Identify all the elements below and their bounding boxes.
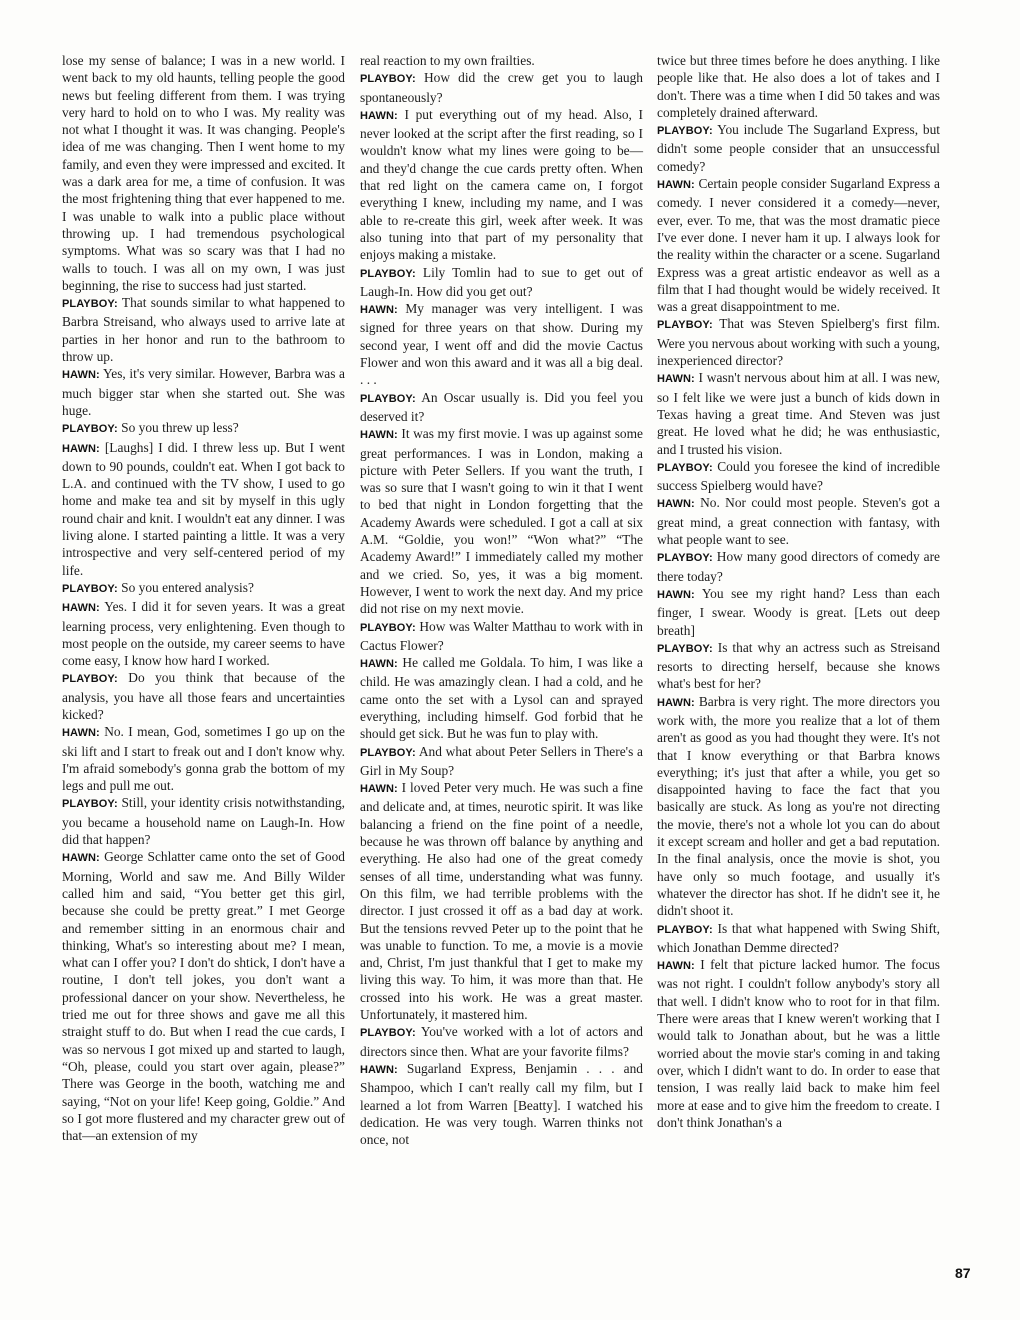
paragraph-text: He called me Goldala. To him, I was like a child. He was amazingly clean. I had a cold, and he came onto the set with a Lysol can and sprayed everything, including himself. God forbid that he should get sick. But he was fun to play with. <box>360 655 643 742</box>
interview-paragraph <box>657 369 940 457</box>
paragraph-text: That sounds similar to what happened to Barbra Streisand, who always used to arrive late at parties in her honor and run to the bathroom to throw up. <box>62 295 345 365</box>
speaker-label: PLAYBOY: <box>62 298 118 311</box>
interview-paragraph <box>657 920 940 957</box>
interview-paragraph <box>62 294 345 365</box>
paragraph-text: And what about Peter Sellers in There's a Girl in My Soup? <box>360 743 643 778</box>
paragraph-text: You've worked with a lot of actors and directors since then. What are your favorite films? <box>360 1024 643 1059</box>
speaker-label: PLAYBOY: <box>657 552 713 565</box>
interview-paragraph <box>360 779 643 1023</box>
paragraph-text: No. Nor could most people. Steven's got a great mind, a great connection with fantasy, with what people want to see. <box>657 495 940 548</box>
interview-paragraph <box>360 106 643 264</box>
paragraph-text: That was Steven Spielberg's first film. Were you nervous about working with such a young, inexperienced director? <box>657 316 940 369</box>
speaker-label: PLAYBOY: <box>360 746 416 759</box>
speaker-label: PLAYBOY: <box>62 798 118 811</box>
speaker-label: HAWN: <box>657 960 695 973</box>
speaker-label: PLAYBOY: <box>62 423 118 436</box>
paragraph-text: real reaction to my own frailties. <box>360 53 535 68</box>
speaker-label: HAWN: <box>360 109 398 122</box>
interview-paragraph <box>62 598 345 669</box>
interview-paragraph <box>360 618 643 655</box>
paragraph-text: I put everything out of my head. Also, I never looked at the script after the first reading, so I wouldn't know what my lines were going to be—and they'd change the cue cards pretty often. When that red light on the camera came on, I forgot everything I knew, including my name, and I was able to re-create this girl, week after week. It was also tuning into that part of my personality that enjoys making a mistake. <box>360 106 643 263</box>
interview-paragraph <box>657 458 940 495</box>
interview-paragraph <box>62 419 345 438</box>
interview-paragraph <box>657 956 940 1131</box>
paragraph-text: Certain people consider Sugarland Express a comedy. I never considered it a comedy—never, ever, ever. To me, that was the most dramatic piece I've ever done. I never ham it up. I always look for the reality within the character or a scene. Sugarland Express was a great artistic endeavor as well as a film that I had thought would be widely received. It was a great disappointment to me. <box>657 176 940 315</box>
paragraph-text: An Oscar usually is. Did you feel you deserved it? <box>360 389 644 424</box>
interview-paragraph <box>360 654 643 742</box>
text-column-2 <box>360 52 643 1148</box>
interview-paragraph <box>360 1023 643 1060</box>
interview-paragraph <box>62 848 345 1144</box>
speaker-label: PLAYBOY: <box>360 392 416 405</box>
interview-paragraph <box>657 315 940 369</box>
paragraph-text: No. I mean, God, sometimes I go up on the ski lift and I start to freak out and I don't know why. I'm afraid somebody's gonna grab the bottom of my legs and pull me out. <box>62 724 345 794</box>
speaker-label: PLAYBOY: <box>360 1027 416 1040</box>
paragraph-text: Sugarland Express, Benjamin . . . and Shampoo, which I can't really call my film, but I learned a lot from Warren [Beatty]. I watched his dedication. He was very tough. Warren thinks not once, not <box>360 1060 643 1148</box>
speaker-label: HAWN: <box>657 588 695 601</box>
paragraph-text: How was Walter Matthau to work with in Cactus Flower? <box>360 618 643 653</box>
speaker-label: PLAYBOY: <box>657 461 713 474</box>
interview-paragraph <box>360 264 643 301</box>
paragraph-text: twice but three times before he does anything. I like people like that. He also does a lot of takes and I don't. There was a time when I did 50 takes and was completely drained afterward. <box>657 53 940 120</box>
speaker-label: HAWN: <box>360 304 398 317</box>
interview-paragraph <box>360 389 643 426</box>
interview-paragraph <box>62 723 345 794</box>
speaker-label: HAWN: <box>657 373 695 386</box>
interview-paragraph <box>62 794 345 848</box>
interview-paragraph <box>62 669 345 723</box>
paragraph-text: Barbra is very right. The more directors you work with, the more you realize that a lot of them aren't as good as you had thought they were. It's not that I know everything or that Barbra knows everything; it's just that after a while, you get so disappointed having to face the fact that you basically are stuck. As long as you're not directing the movie, there's not a whole lot you can do about it except scream and holler and get a bad reputation. In the final analysis, once the movie is shot, you have only so much footage, and usually it's whatever the director has shot. If he didn't see it, he didn't shoot it. <box>657 693 940 919</box>
paragraph-text: So you threw up less? <box>121 420 239 436</box>
continued-paragraph <box>657 52 940 121</box>
speaker-label: PLAYBOY: <box>360 621 416 634</box>
paragraph-text: I loved Peter very much. He was such a fine and delicate and, at times, neurotic spirit. It was like balancing a friend on the fine point of a needle, because he was thrown off balance by anything and everything. He also had one of the great comedy senses of all time, understanding what was funny. On this film, we had terrible problems with the director. I just crossed it off as a bad day at work. But the tensions revved Peter up to the point that he was unable to function. To me, a movie is a movie and, Christ, I'm just thankful that I get to make my living this way. To him, it was more than that. He crossed into his work. He was a great master. Unfortunately, it mastered him. <box>360 780 643 1023</box>
paragraph-text: My manager was very intelligent. I was signed for three years on that show. During my second year, I went off and did the movie Cactus Flower and won this award and it was all a big deal. . . . <box>360 301 643 388</box>
speaker-label: HAWN: <box>62 442 100 455</box>
interview-paragraph <box>657 548 940 585</box>
paragraph-text: Could you foresee the kind of incredible success Spielberg would have? <box>657 458 940 494</box>
interview-paragraph <box>62 579 345 598</box>
paragraph-text: Is that what happened with Swing Shift, which Jonathan Demme directed? <box>657 920 940 955</box>
speaker-label: PLAYBOY: <box>657 319 713 332</box>
speaker-label: PLAYBOY: <box>62 582 118 595</box>
paragraph-text: So you entered analysis? <box>121 579 254 595</box>
speaker-label: PLAYBOY: <box>657 125 713 138</box>
paragraph-text: It was my first movie. I was up against some great performances. I was in London, making a picture with Peter Sellers. If you want the truth, I was so sure that I wasn't going to win it that I went to bed that night in London forgetting that the Academy Awards were scheduled. I got a call at six A.M. “Goldie, you won!” “Won what?” “The Academy Award!” I immediately called my mother and we cried. So, yes, it was a big moment. However, I went to work the next day. And my price did not rise on my next movie. <box>360 426 643 617</box>
interview-paragraph <box>62 439 345 579</box>
interview-paragraph <box>657 693 940 920</box>
paragraph-text: You see my right hand? Less than each finger, I swear. Woody is great. [Lets out deep breath] <box>657 585 940 638</box>
paragraph-text: How did the crew get you to laugh spontaneously? <box>360 70 643 105</box>
speaker-label: HAWN: <box>360 429 398 442</box>
speaker-label: PLAYBOY: <box>360 73 416 86</box>
paragraph-text: Lily Tomlin had to sue to get out of Laugh-In. How did you get out? <box>360 264 643 299</box>
interview-paragraph <box>657 639 940 693</box>
paragraph-text: How many good directors of comedy are there today? <box>657 549 940 584</box>
continued-paragraph <box>62 52 345 294</box>
text-column-1 <box>62 52 345 1144</box>
speaker-label: HAWN: <box>360 1063 398 1076</box>
interview-paragraph <box>657 494 940 548</box>
text-column-3 <box>657 52 940 1131</box>
paragraph-text: Yes, it's very similar. However, Barbra was a much bigger star when she started out. She was huge. <box>62 366 345 418</box>
speaker-label: PLAYBOY: <box>62 673 118 686</box>
speaker-label: PLAYBOY: <box>657 642 713 655</box>
paragraph-text: I felt that picture lacked humor. The focus was not right. I couldn't follow anybody's story all that well. I didn't know who to root for in that film. There were areas that I knew weren't working that I would talk to Jonathan about, but he was a little worried about the movie star's coming in and taking over, which I didn't want to do. In order to ease that tension, I was really laid back to make him feel more at ease and to give him the freedom to create. I don't think Jonathan's a <box>657 957 940 1130</box>
speaker-label: HAWN: <box>62 602 100 615</box>
interview-paragraph <box>360 743 643 780</box>
interview-paragraph <box>657 175 940 315</box>
speaker-label: HAWN: <box>657 498 695 511</box>
continued-paragraph <box>360 52 643 69</box>
speaker-label: HAWN: <box>62 369 100 382</box>
speaker-label: HAWN: <box>360 658 398 671</box>
paragraph-text: [Laughs] I did. I threw less up. But I went down to 90 pounds, couldn't eat. When I got back to L.A. and continued with the TV show, I used to go home and make tea and sit by myself in this ugly round chair and knit. I wouldn't eat any dinner. I was living alone. I started painting a little. It was a very introspective and very self-centered period of my life. <box>62 439 345 578</box>
interview-paragraph <box>360 1060 643 1148</box>
speaker-label: PLAYBOY: <box>360 267 416 280</box>
paragraph-text: Still, your identity crisis notwithstanding, you became a household name on Laugh-In. How did that happen? <box>62 795 345 848</box>
speaker-label: HAWN: <box>657 696 695 709</box>
paragraph-text: You include The Sugarland Express, but didn't some people consider that an unsuccessful comedy? <box>657 122 940 174</box>
interview-paragraph <box>657 585 940 639</box>
paragraph-text: Yes. I did it for seven years. It was a great learning process, very enlightening. Even though to most people on the outside, my career seems to have come easy, I know how hard I worked. <box>62 599 345 669</box>
paragraph-text: George Schlatter came onto the set of Good Morning, World and saw me. And Billy Wilder called him and said, “You better get this girl, because she could be pretty great.” I met George and remember sitting in an enormous chair and thinking, What's so interesting about me? I mean, what can I offer you? I don't do shtick, I don't have a routine, I don't tell jokes, you don't want a professional dancer on your show. Nevertheless, he tried me out for three shows and gave me all this straight stuff to do. But when I read the cue cards, I was so nervous I got mixed up and started to laugh, “Oh, please, could you start over again, please?” There was George in the booth, watching me and saying, “Not on your life! Keep going, Goldie.” And so I got more flustered and my character grew out of that—an extension of my <box>62 849 345 1144</box>
paragraph-text: I wasn't nervous about him at all. I was new, so I felt like we were just a bunch of kids down in Texas having a great time. And Steven was just great. He loved what he did; he was enthusiastic, and I trusted his vision. <box>657 370 940 457</box>
speaker-label: HAWN: <box>360 783 398 796</box>
speaker-label: HAWN: <box>657 179 695 192</box>
interview-paragraph <box>360 300 643 388</box>
interview-paragraph <box>657 121 940 175</box>
paragraph-text: Is that why an actress such as Streisand resorts to directing herself, because she knows what's best for her? <box>657 639 940 692</box>
interview-paragraph <box>360 69 643 106</box>
speaker-label: HAWN: <box>62 852 100 865</box>
speaker-label: PLAYBOY: <box>657 923 713 936</box>
interview-paragraph <box>62 365 345 419</box>
paragraph-text: Do you think that because of the analysis, you have all those fears and uncertainties kicked? <box>62 670 345 722</box>
page-number: 87 <box>955 1265 971 1281</box>
paragraph-text: lose my sense of balance; I was in a new world. I went back to my old haunts, telling people the good news but feeling different from them. I was trying very hard to hold on to who I was. My reality was not what I thought it was. It was changing. People's idea of me was changing. Then I went home to my family, and even they were impressed and excited. It was a dark area for me, a time of confusion. It was the most frightening thing that ever happened to me. I was unable to walk into a public place without throwing up. I had tremendous psychological symptoms. What was so scary was that I had no walls to touch. I was all on my own, I was just beginning, the rise to success had just started. <box>62 53 345 293</box>
speaker-label: HAWN: <box>62 727 100 740</box>
interview-paragraph <box>360 425 643 617</box>
